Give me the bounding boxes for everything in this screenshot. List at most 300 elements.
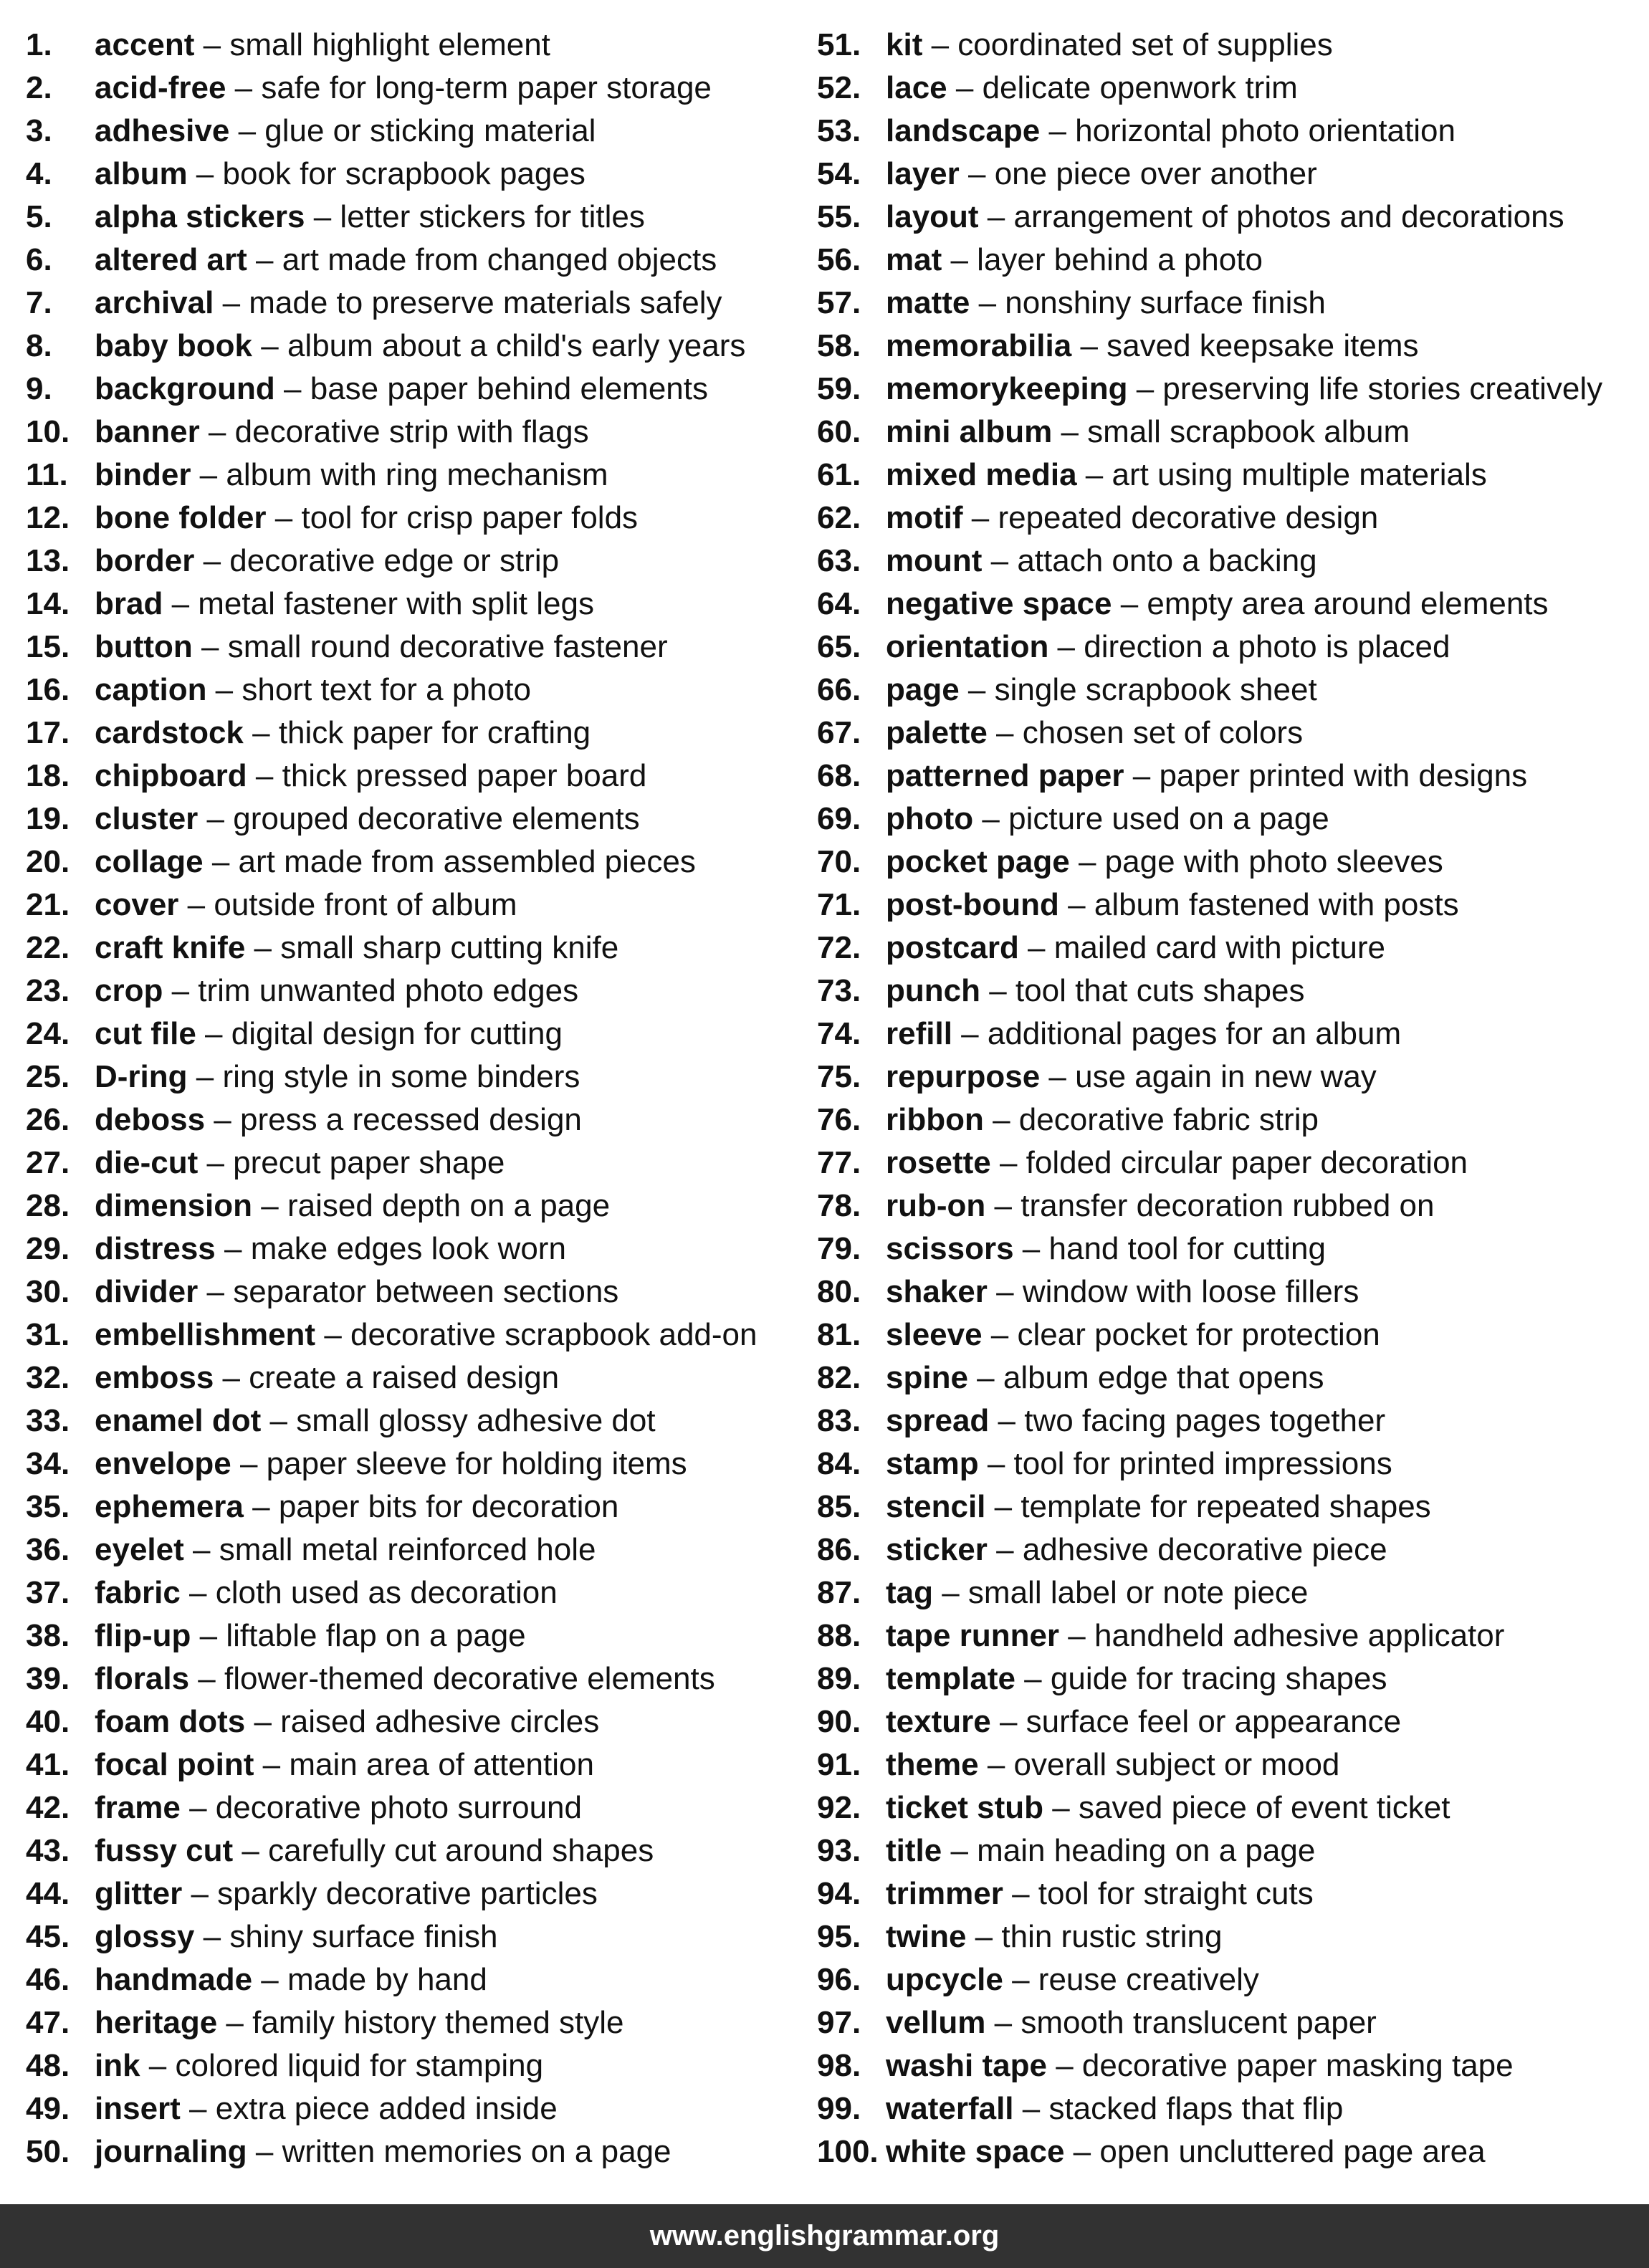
entry-number: 30. [26,1274,70,1309]
entry-number: 17. [26,715,70,750]
entry-number: 44. [26,1876,70,1911]
entry-definition: overall subject or mood [1013,1747,1340,1782]
vocabulary-entry [26,1829,757,1872]
entry-number: 96. [817,1962,861,1997]
entry-definition: window with loose fillers [1022,1274,1359,1309]
entry-separator: – [1013,1231,1049,1266]
entry-separator: – [231,1446,267,1481]
entry-separator: – [985,2005,1021,2040]
entry-number: 59. [817,371,861,406]
entry-separator: – [922,27,958,62]
entry-separator: – [1124,758,1160,793]
entry-separator: – [982,1317,1018,1352]
entry-term: accent [95,27,195,62]
entry-separator: – [1112,586,1147,621]
entry-term: texture [886,1704,991,1739]
entry-separator: – [1013,2091,1049,2126]
vocabulary-entry [817,841,1602,884]
entry-separator: – [982,543,1018,578]
entry-number: 10. [26,414,70,449]
entry-term: crop [95,973,163,1008]
entry-term: matte [886,285,970,320]
entry-definition: layer behind a photo [977,242,1263,277]
vocabulary-entry [817,67,1602,110]
entry-term: upcycle [886,1962,1003,1997]
entry-number: 13. [26,543,70,578]
entry-definition: written memories on a page [282,2134,671,2169]
entry-number: 98. [817,2048,861,2083]
entry-definition: decorative edge or strip [229,543,560,578]
entry-number: 12. [26,500,70,535]
entry-number: 99. [817,2091,861,2126]
vocabulary-entry [817,884,1602,927]
footer-url[interactable]: www.englishgrammar.org [649,2220,1000,2252]
entry-separator: – [215,1231,251,1266]
vocabulary-entry [817,411,1602,454]
entry-term: envelope [95,1446,231,1481]
entry-term: tag [886,1575,933,1610]
entry-definition: preserving life stories creatively [1162,371,1603,406]
entry-term: cardstock [95,715,244,750]
vocabulary-entry [817,2130,1602,2173]
entry-separator: – [243,715,279,750]
entry-term: divider [95,1274,199,1309]
entry-definition: metal fastener with split legs [198,586,594,621]
entry-number: 81. [817,1317,861,1352]
entry-definition: short text for a photo [242,672,531,707]
entry-definition: small scrapbook album [1087,414,1410,449]
entry-number: 58. [817,328,861,363]
entry-separator: – [198,1145,234,1180]
vocabulary-entry [26,1700,757,1743]
vocabulary-entry [817,1271,1602,1314]
vocabulary-entry [817,1056,1602,1099]
entry-definition: decorative strip with flags [234,414,589,449]
entry-definition: hand tool for cutting [1048,1231,1326,1266]
vocabulary-entry [26,1657,757,1700]
entry-separator: – [243,1489,279,1524]
entry-separator: – [187,156,223,191]
entry-term: scissors [886,1231,1014,1266]
entry-term: fussy cut [95,1833,234,1868]
entry-number: 33. [26,1403,70,1438]
entry-term: altered art [95,242,247,277]
vocabulary-entry [817,1228,1602,1271]
vocabulary-entry [817,368,1602,411]
entry-number: 1. [26,27,52,62]
entry-separator: – [261,1403,297,1438]
entry-term: memorykeeping [886,371,1128,406]
entry-definition: separator between sections [233,1274,619,1309]
entry-separator: – [203,844,239,879]
entry-definition: one piece over another [994,156,1317,191]
entry-separator: – [315,1317,351,1352]
entry-number: 15. [26,629,70,664]
entry-definition: empty area around elements [1147,586,1549,621]
entry-term: mixed media [886,457,1077,492]
entry-separator: – [199,414,235,449]
entry-separator: – [1071,328,1107,363]
entry-term: negative space [886,586,1112,621]
entry-separator: – [274,371,310,406]
entry-term: flip-up [95,1618,191,1653]
entry-separator: – [178,887,214,922]
entry-term: spread [886,1403,990,1438]
entry-definition: made to preserve materials safely [249,285,722,320]
entry-separator: – [205,1102,240,1137]
entry-term: rub-on [886,1188,986,1223]
entry-definition: carefully cut around shapes [268,1833,654,1868]
vocabulary-entry [26,2087,757,2130]
entry-definition: mailed card with picture [1053,930,1385,965]
vocabulary-column-left [26,24,757,2173]
entry-term: kit [886,27,923,62]
entry-definition: decorative photo surround [215,1790,582,1825]
entry-number: 2. [26,70,52,105]
entry-term: template [886,1661,1015,1696]
vocabulary-entry [817,325,1602,368]
vocabulary-entry [26,583,757,626]
entry-separator: – [191,1618,226,1653]
vocabulary-entry [26,1786,757,1829]
entry-separator: – [266,500,302,535]
entry-definition: letter stickers for titles [340,199,645,234]
vocabulary-entry [817,1442,1602,1485]
vocabulary-entry [26,110,757,153]
vocabulary-entry [26,970,757,1013]
entry-number: 55. [817,199,861,234]
entry-number: 40. [26,1704,70,1739]
vocabulary-entry [817,1528,1602,1571]
entry-number: 53. [817,113,861,148]
entry-definition: grouped decorative elements [233,801,640,836]
entry-number: 37. [26,1575,70,1610]
footer-bar [0,2204,1649,2268]
vocabulary-entry [26,454,757,497]
entry-definition: page with photo sleeves [1104,844,1443,879]
vocabulary-entry [26,540,757,583]
entry-term: post-bound [886,887,1059,922]
entry-definition: single scrapbook sheet [994,672,1317,707]
vocabulary-entry [817,1013,1602,1056]
entry-term: baby book [95,328,253,363]
vocabulary-entry [26,1958,757,2001]
entry-number: 61. [817,457,861,492]
entry-separator: – [947,70,983,105]
entry-number: 85. [817,1489,861,1524]
entry-number: 46. [26,1962,70,1997]
entry-term: tape runner [886,1618,1060,1653]
entry-term: title [886,1833,942,1868]
entry-number: 93. [817,1833,861,1868]
entry-term: shaker [886,1274,988,1309]
entry-term: mini album [886,414,1053,449]
entry-definition: stacked flaps that flip [1048,2091,1344,2126]
entry-number: 86. [817,1532,861,1567]
entry-term: spine [886,1360,968,1395]
entry-definition: ring style in some binders [222,1059,580,1094]
entry-number: 62. [817,500,861,535]
entry-definition: picture used on a page [1008,801,1329,836]
entry-term: journaling [95,2134,247,2169]
entry-number: 69. [817,801,861,836]
entry-term: postcard [886,930,1019,965]
entry-number: 34. [26,1446,70,1481]
entry-definition: chosen set of colors [1022,715,1304,750]
entry-definition: make edges look worn [250,1231,566,1266]
entry-separator: – [163,973,199,1008]
entry-term: collage [95,844,204,879]
entry-definition: art made from changed objects [282,242,717,277]
entry-definition: small label or note piece [967,1575,1309,1610]
entry-term: cluster [95,801,199,836]
entry-definition: repeated decorative design [998,500,1379,535]
entry-separator: – [189,1661,224,1696]
entry-number: 49. [26,2091,70,2126]
entry-definition: arrangement of photos and decorations [1013,199,1564,234]
entry-separator: – [226,70,262,105]
entry-number: 38. [26,1618,70,1653]
vocabulary-entry [817,1915,1602,1958]
entry-term: page [886,672,960,707]
entry-number: 32. [26,1360,70,1395]
entry-number: 67. [817,715,861,750]
vocabulary-entry [817,2087,1602,2130]
entry-number: 88. [817,1618,861,1653]
vocabulary-entry [817,669,1602,712]
entry-separator: – [1040,113,1076,148]
entry-term: sticker [886,1532,988,1567]
entry-number: 48. [26,2048,70,2083]
entry-separator: – [194,543,230,578]
entry-number: 60. [817,414,861,449]
entry-separator: – [1003,1962,1038,1997]
entry-definition: tool that cuts shapes [1015,973,1305,1008]
entry-number: 16. [26,672,70,707]
entry-separator: – [194,1919,230,1954]
entry-term: pocket page [886,844,1070,879]
entry-separator: – [990,1704,1026,1739]
entry-separator: – [196,1016,231,1051]
entry-number: 24. [26,1016,70,1051]
entry-separator: – [1015,1661,1051,1696]
entry-separator: – [247,242,282,277]
entry-term: background [95,371,275,406]
entry-number: 35. [26,1489,70,1524]
entry-term: memorabilia [886,328,1072,363]
entry-separator: – [247,758,282,793]
vocabulary-entry [26,196,757,239]
entry-number: 57. [817,285,861,320]
vocabulary-entry [817,454,1602,497]
entry-separator: – [194,27,230,62]
entry-definition: made by hand [287,1962,487,1997]
entry-definition: clear pocket for protection [1017,1317,1380,1352]
entry-term: banner [95,414,200,449]
vocabulary-entry [26,282,757,325]
vocabulary-entry [817,970,1602,1013]
vocabulary-entry [26,1614,757,1657]
entry-definition: family history themed style [252,2005,624,2040]
vocabulary-entry [26,1271,757,1314]
entry-term: vellum [886,2005,986,2040]
entry-number: 36. [26,1532,70,1567]
entry-term: waterfall [886,2091,1014,2126]
entry-definition: paper bits for decoration [278,1489,619,1524]
entry-definition: trim unwanted photo edges [198,973,579,1008]
vocabulary-entry [817,626,1602,669]
entry-separator: – [233,1833,269,1868]
entry-number: 45. [26,1919,70,1954]
entry-definition: additional pages for an album [987,1016,1402,1051]
entry-definition: template for repeated shapes [1021,1489,1431,1524]
entry-separator: – [1069,844,1105,879]
vocabulary-entry [26,626,757,669]
entry-separator: – [182,1876,218,1911]
vocabulary-entry [26,1228,757,1271]
entry-term: sleeve [886,1317,983,1352]
entry-number: 100. [817,2134,879,2169]
entry-definition: tool for straight cuts [1038,1876,1314,1911]
vocabulary-entry [817,1142,1602,1185]
entry-separator: – [985,1188,1021,1223]
vocabulary-entry [26,798,757,841]
entry-separator: – [1052,414,1088,449]
entry-separator: – [163,586,199,621]
entry-definition: create a raised design [249,1360,560,1395]
entry-separator: – [980,973,1015,1008]
vocabulary-entry [26,1872,757,1915]
entry-term: patterned paper [886,758,1124,793]
entry-number: 84. [817,1446,861,1481]
entry-number: 76. [817,1102,861,1137]
entry-definition: guide for tracing shapes [1050,1661,1387,1696]
entry-number: 89. [817,1661,861,1696]
entry-separator: – [978,1446,1014,1481]
entry-separator: – [970,285,1005,320]
entry-definition: saved keepsake items [1106,328,1419,363]
entry-separator: – [214,1360,249,1395]
entry-separator: – [229,113,265,148]
entry-separator: – [1059,1618,1094,1653]
entry-definition: folded circular paper decoration [1026,1145,1468,1180]
vocabulary-entry [817,1485,1602,1528]
entry-definition: main heading on a page [977,1833,1316,1868]
vocabulary-entry [26,239,757,282]
entry-definition: reuse creatively [1038,1962,1259,1997]
vocabulary-entry [817,540,1602,583]
entry-definition: decorative fabric strip [1018,1102,1319,1137]
entry-term: caption [95,672,207,707]
entry-term: archival [95,285,214,320]
entry-definition: art using multiple materials [1112,457,1487,492]
entry-separator: – [1048,629,1084,664]
entry-number: 87. [817,1575,861,1610]
vocabulary-entry [26,1056,757,1099]
entry-definition: colored liquid for stamping [175,2048,544,2083]
entry-definition: album about a child's early years [287,328,746,363]
entry-term: photo [886,801,974,836]
vocabulary-entry [817,712,1602,755]
entry-number: 19. [26,801,70,836]
entry-definition: saved piece of event ticket [1078,1790,1450,1825]
vocabulary-entry [26,1142,757,1185]
entry-separator: – [1076,457,1112,492]
entry-separator: – [1043,1790,1079,1825]
entry-separator: – [252,1962,287,1997]
entry-term: rosette [886,1145,991,1180]
entry-separator: – [978,199,1014,234]
entry-definition: surface feel or appearance [1026,1704,1402,1739]
entry-definition: sparkly decorative particles [217,1876,598,1911]
entry-definition: direction a photo is placed [1084,629,1450,664]
entry-number: 6. [26,242,52,277]
entry-separator: – [245,1704,281,1739]
entry-separator: – [989,1403,1025,1438]
entry-separator: – [305,199,340,234]
entry-term: stamp [886,1446,979,1481]
entry-number: 51. [817,27,861,62]
entry-number: 43. [26,1833,70,1868]
entry-term: trimmer [886,1876,1003,1911]
entry-term: glitter [95,1876,183,1911]
vocabulary-entry [26,712,757,755]
entry-separator: – [942,1833,978,1868]
entry-definition: thick paper for crafting [278,715,591,750]
entry-definition: glue or sticking material [264,113,596,148]
vocabulary-entry [26,153,757,196]
vocabulary-entry [26,1915,757,1958]
vocabulary-entry [817,24,1602,67]
vocabulary-entry [26,1485,757,1528]
vocabulary-entry [817,497,1602,540]
entry-term: chipboard [95,758,247,793]
entry-number: 21. [26,887,70,922]
entry-term: layer [886,156,960,191]
entry-number: 26. [26,1102,70,1137]
entry-separator: – [1018,930,1054,965]
entry-number: 71. [817,887,861,922]
entry-number: 50. [26,2134,70,2169]
entry-number: 4. [26,156,52,191]
entry-term: dimension [95,1188,253,1223]
entry-separator: – [252,1188,287,1223]
entry-definition: use again in new way [1075,1059,1377,1094]
entry-number: 68. [817,758,861,793]
vocabulary-entry [26,2001,757,2044]
entry-term: craft knife [95,930,246,965]
entry-definition: small highlight element [229,27,550,62]
entry-term: ephemera [95,1489,244,1524]
entry-term: heritage [95,2005,218,2040]
vocabulary-entry [817,1657,1602,1700]
vocabulary-entry [26,368,757,411]
entry-definition: album edge that opens [1003,1360,1324,1395]
entry-definition: open uncluttered page area [1099,2134,1486,2169]
entry-number: 73. [817,973,861,1008]
entry-definition: smooth translucent paper [1021,2005,1377,2040]
entry-term: layout [886,199,979,234]
entry-separator: – [245,930,281,965]
entry-term: mount [886,543,983,578]
entry-number: 56. [817,242,861,277]
entry-number: 54. [817,156,861,191]
entry-definition: paper sleeve for holding items [266,1446,687,1481]
entry-separator: – [967,1360,1003,1395]
vocabulary-entry [817,153,1602,196]
entry-number: 82. [817,1360,861,1395]
entry-term: adhesive [95,113,230,148]
